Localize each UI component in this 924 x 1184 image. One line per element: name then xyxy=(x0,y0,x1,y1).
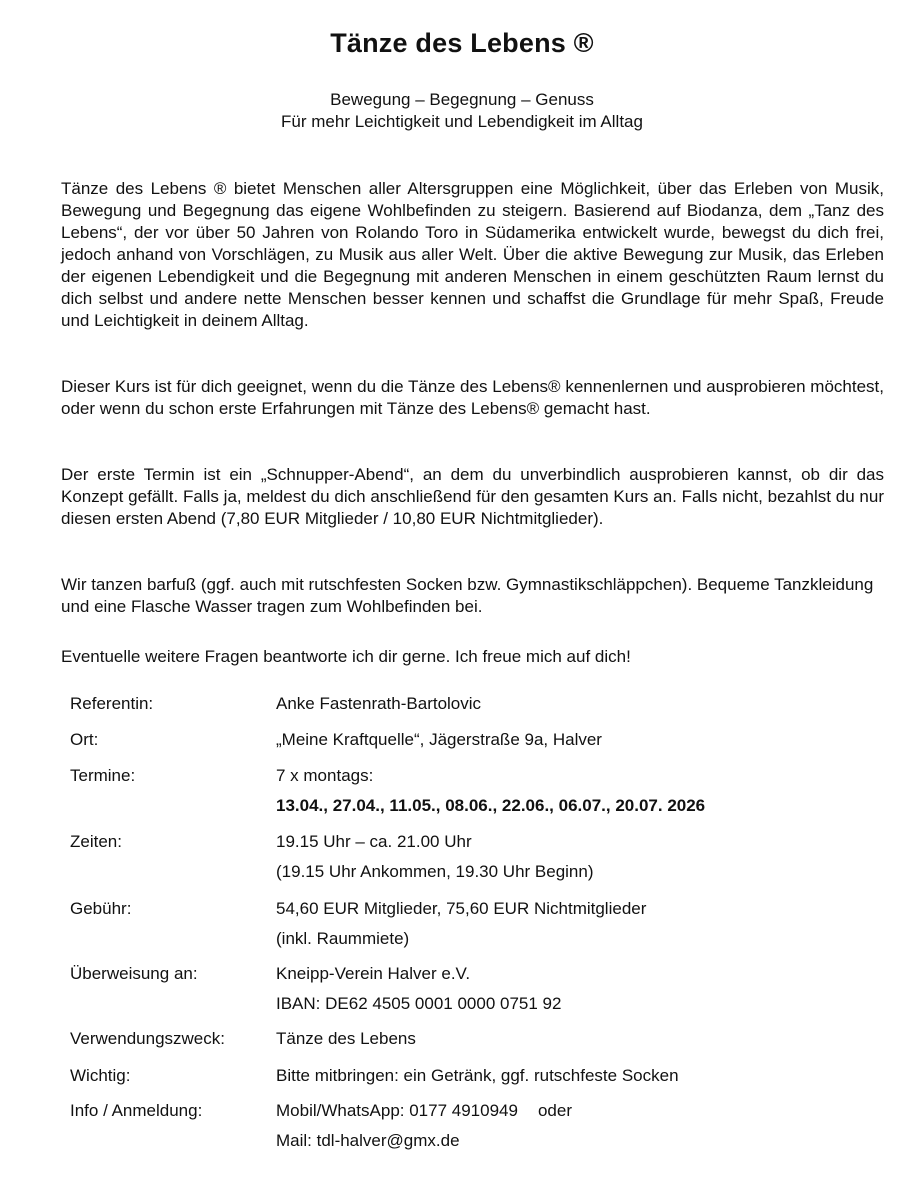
zeiten-value: 19.15 Uhr – ca. 21.00 Uhr xyxy=(276,832,472,851)
ort-label: Ort: xyxy=(70,730,99,749)
dress-code-paragraph: Wir tanzen barfuß (ggf. auch mit rutschfesten Socken bzw. Gymnastikschläppchen). Bequeme Tanzkleidung und eine Flasche Wasser tragen zum Wohlbefinden bei. xyxy=(61,575,874,616)
closing-paragraph: Eventuelle weitere Fragen beantworte ich dir gerne. Ich freue mich auf dich! xyxy=(61,647,631,666)
gebuehr-label: Gebühr: xyxy=(70,899,132,918)
phone-contact: Mobil/WhatsApp: 0177 4910949 xyxy=(276,1101,518,1120)
subtitle-line-1: Bewegung – Begegnung – Genuss xyxy=(330,90,594,109)
termine-dates: 13.04., 27.04., 11.05., 08.06., 22.06., 06.07., 20.07. 2026 xyxy=(276,796,706,815)
intro-paragraph: Tänze des Lebens ® bietet Menschen aller Altersgruppen eine Möglichkeit, über das Erleben von Musik, Bewegung und Begegnung das eigene Wohlbefinden zu steigern. Basierend auf Biodanza, dem „Tanz des Lebens“, der vor über 50 Jahren von Rolando Toro in Südamerika entwickelt wurde, bewegst du dich frei, jedoch anhand von Vorschlägen, zu Musik aus aller Welt. Über die aktive Bewegung zur Musik, das Erleben der eigenen Lebendigkeit und die Begegnung mit anderen Menschen in einem geschützten Raum lernst du dich selbst und andere nette Menschen besser kennen und schaffst die Grundlage für mehr Spaß, Freude und Leichtigkeit in deinem Alltag. xyxy=(61,179,884,330)
referentin-label: Referentin: xyxy=(70,694,154,713)
anmeldung-label: Info / Anmeldung: xyxy=(70,1101,203,1120)
gebuehr-note: (inkl. Raummiete) xyxy=(276,929,410,948)
referentin-value: Anke Fastenrath-Bartolovic xyxy=(276,694,482,713)
wichtig-value: Bitte mitbringen: ein Getränk, ggf. rutschfeste Socken xyxy=(276,1066,679,1085)
iban-value: IBAN: DE62 4505 0001 0000 0751 92 xyxy=(276,994,562,1013)
termine-label: Termine: xyxy=(70,766,136,785)
wichtig-label: Wichtig: xyxy=(70,1066,131,1085)
subtitle-line-2: Für mehr Leichtigkeit und Lebendigkeit im Alltag xyxy=(281,112,643,131)
termine-value: 7 x montags: xyxy=(276,766,374,785)
zeiten-label: Zeiten: xyxy=(70,832,122,851)
ueberweisung-label: Überweisung an: xyxy=(70,964,198,983)
verwendungszweck-label: Verwendungszweck: xyxy=(70,1029,225,1048)
gebuehr-value: 54,60 EUR Mitglieder, 75,60 EUR Nichtmitglieder xyxy=(276,899,647,918)
ort-value: „Meine Kraftquelle“, Jägerstraße 9a, Halver xyxy=(276,730,602,749)
suitability-paragraph: Dieser Kurs ist für dich geeignet, wenn du die Tänze des Lebens® kennenlernen und ausprobieren möchtest, oder wenn du schon erste Erfahrungen mit Tänze des Lebens® gemacht hast. xyxy=(61,377,884,418)
or-text: oder xyxy=(537,1101,572,1120)
trial-evening-paragraph: Der erste Termin ist ein „Schnupper-Abend“, an dem du unverbindlich ausprobieren kannst, ob dir das Konzept gefällt. Falls ja, meldest du dich anschließend für den gesamten Kurs an. Falls nicht, bezahlst du nur diesen ersten Abend (7,80 EUR Mitglieder / 10,80 EUR Nichtmitglieder). xyxy=(61,465,884,528)
mail-contact: Mail: tdl-halver@gmx.de xyxy=(276,1131,460,1150)
zeiten-note: (19.15 Uhr Ankommen, 19.30 Uhr Beginn) xyxy=(276,862,594,881)
page-title: Tänze des Lebens ® xyxy=(330,28,594,58)
verwendungszweck-value: Tänze des Lebens xyxy=(276,1029,416,1048)
ueberweisung-value: Kneipp-Verein Halver e.V. xyxy=(276,964,471,983)
